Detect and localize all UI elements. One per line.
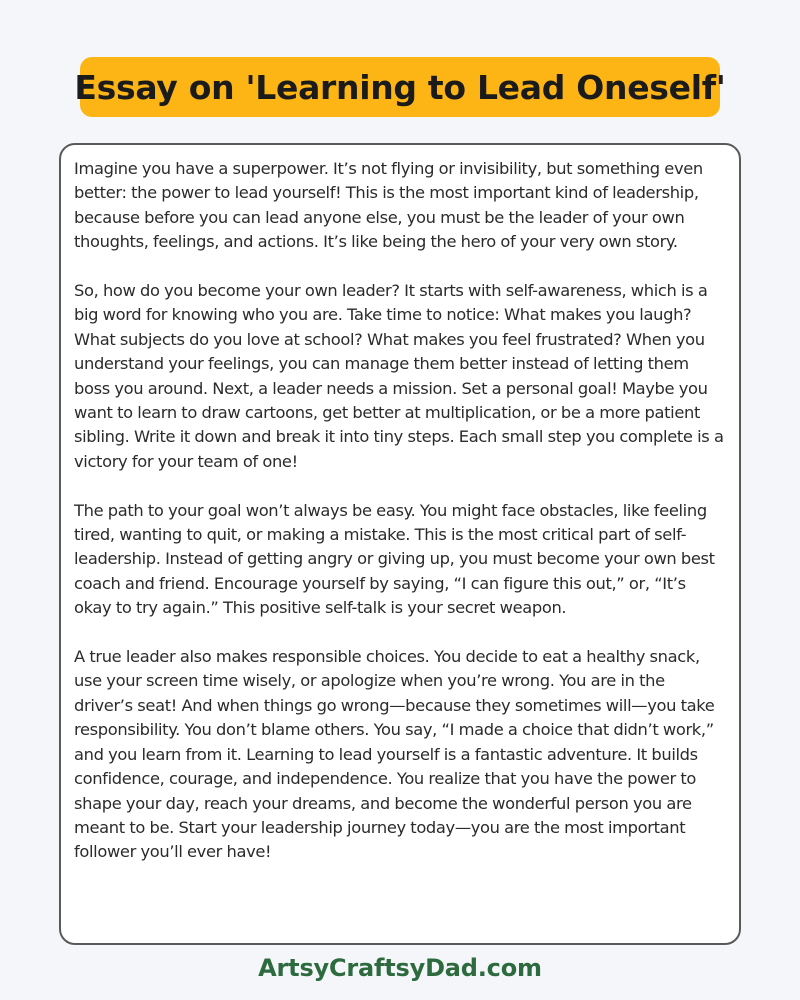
footer-website: ArtsyCraftsyDad.com [258,954,542,982]
essay-paragraph-4: A true leader also makes responsible choices. You decide to eat a healthy snack, use your screen time wisely, or apologize when you’re wrong. You are in the driver’s seat! And when things go wrong—because they sometimes will—you take responsibility. You don’t blame others. You say, “I made a choice that didn’t work,” and you learn from it. Learning to lead yourself is a fantastic adventure. It builds confidence, courage, and independence. You realize that you have the power to shape your day, reach your dreams, and become the wonderful person you are meant to be. Start your leadership journey today—you are the most important follower you’ll ever have! [74,647,715,862]
essay-title: Essay on 'Learning to Lead Oneself' [74,67,726,107]
essay-paragraph-3: The path to your goal won’t always be easy. You might face obstacles, like feeling tired, wanting to quit, or making a mistake. This is the most critical part of self-leadership. Instead of getting angry or giving up, you must become your own best coach and friend. Encourage yourself by saying, “I can figure this out,” or, “It’s okay to try again.” This positive self-talk is your secret weapon. [74,500,715,618]
essay-paragraph-2: So, how do you become your own leader? It starts with self-awareness, which is a big word for knowing who you are. Take time to notice: What makes you laugh? What subjects do you love at school? What makes you feel frustrated? When you understand your feelings, you can manage them better instead of letting them boss you around. Next, a leader needs a mission. Set a personal goal! Maybe you want to learn to draw cartoons, get better at multiplication, or be a more patient sibling. Write it down and break it into tiny steps. Each small step you complete is a victory for your team of one! [74,281,724,471]
title-banner [74,57,726,117]
essay-body [59,143,741,945]
essay-paragraph-1: Imagine you have a superpower. It’s not flying or invisibility, but something even better: the power to lead yourself! This is the most important kind of leadership, because before you can lead anyone else, you must be the leader of your own thoughts, feelings, and actions. It’s like being the hero of your very own story. [74,159,703,252]
